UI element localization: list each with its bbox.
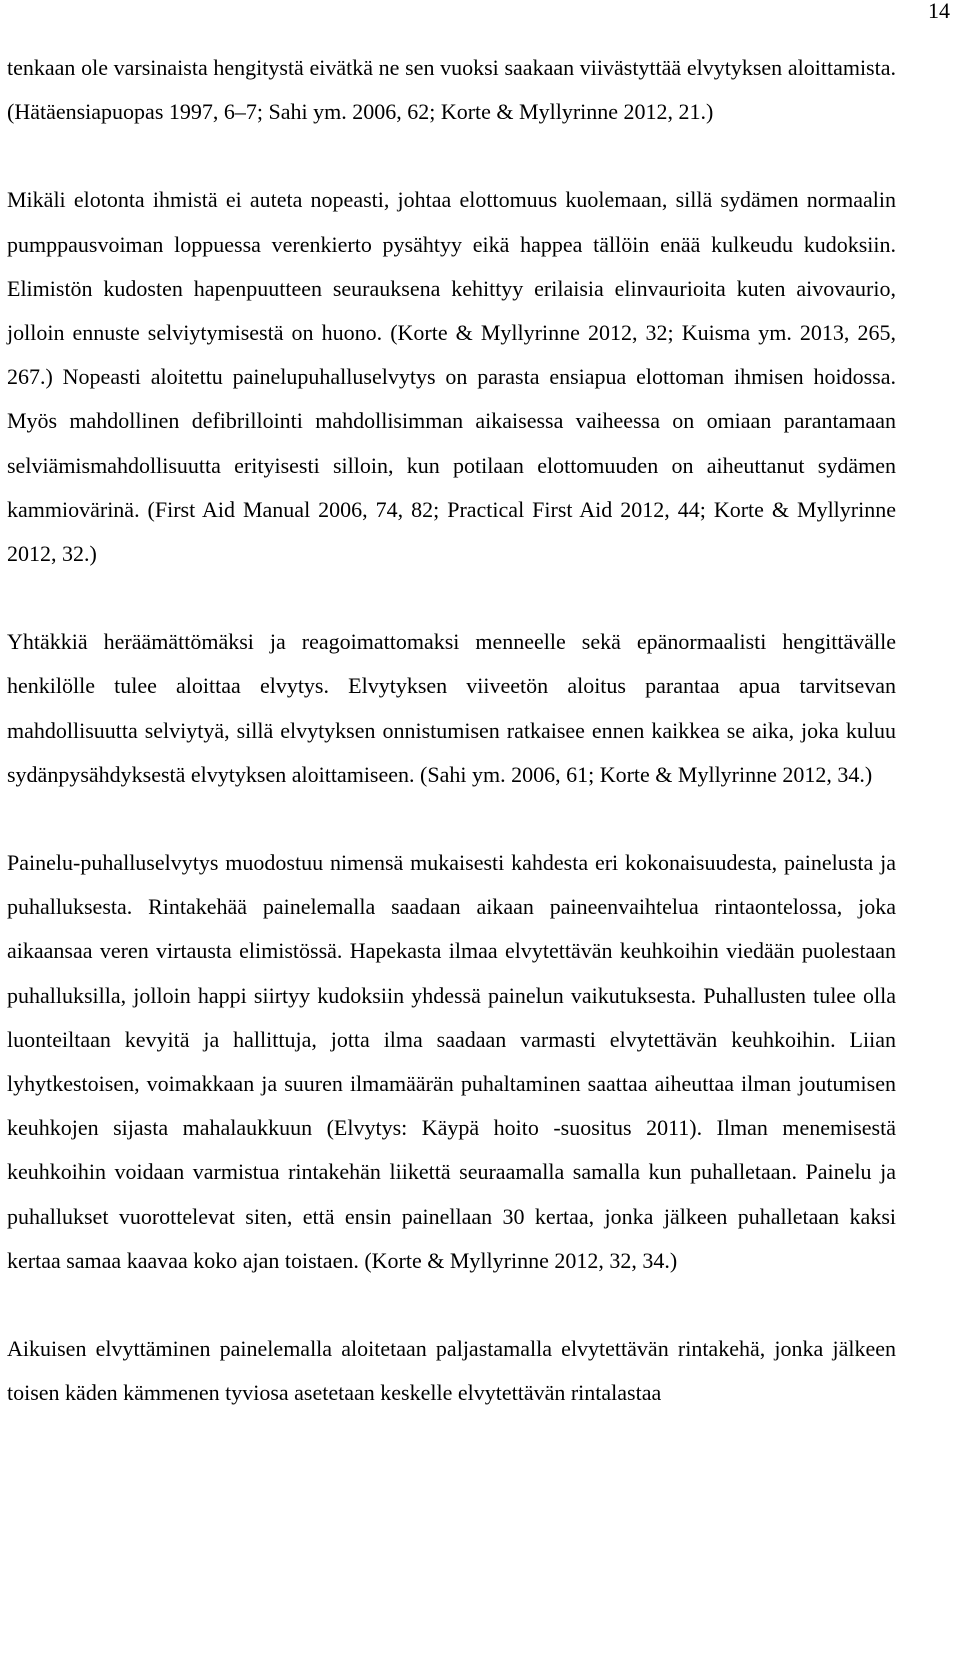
- paragraph-spacer: [7, 1283, 896, 1327]
- document-body: [7, 46, 896, 1415]
- paragraph-spacer: [7, 797, 896, 841]
- paragraph-5: Aikuisen elvyttäminen painelemalla aloitetaan paljastamalla elvytettävän rintakehä, jonka jälkeen toisen käden kämmenen tyviosa asetetaan keskelle elvytettävän rintalastaa: [7, 1336, 896, 1406]
- paragraph-1: tenkaan ole varsinaista hengitystä eivätkä ne sen vuoksi saakaan viivästyttää elvytyksen aloittamista. (Hätäensiapuopas 1997, 6–7; Sahi ym. 2006, 62; Korte & Myllyrinne 2012, 21.): [7, 55, 896, 125]
- paragraph-3: Yhtäkkiä heräämättömäksi ja reagoimattomaksi menneelle sekä epänormaalisti hengittävälle henkilölle tulee aloittaa elvytys. Elvytyksen viiveetön aloitus parantaa apua tarvitsevan mahdollisuutta selviytyä, sillä elvytyksen onnistumisen ratkaisee ennen kaikkea se aika, joka kuluu sydänpysähdyksestä elvytyksen aloittamiseen. (Sahi ym. 2006, 61; Korte & Myllyrinne 2012, 34.): [7, 629, 896, 787]
- paragraph-spacer: [7, 134, 896, 178]
- page-number: 14: [928, 0, 950, 23]
- paragraph-2: Mikäli elotonta ihmistä ei auteta nopeasti, johtaa elottomuus kuolemaan, sillä sydämen normaalin pumppausvoiman loppuessa verenkierto pysähtyy eikä happea tällöin enää kulkeudu kudoksiin. Elimistön kudosten hapenpuutteen seurauksena kehittyy erilaisia elinvaurioita kuten aivovaurio, jolloin ennuste selviytymisestä on huono. (Korte & Myllyrinne 2012, 32; Kuisma ym. 2013, 265, 267.) Nopeasti aloitettu painelupuhalluselvytys on parasta ensiapua elottoman ihmisen hoidossa. Myös mahdollinen defibrillointi mahdollisimman aikaisessa vaiheessa on omiaan parantamaan selviämismahdollisuutta erityisesti silloin, kun potilaan elottomuuden on aiheuttanut sydämen kammiovärinä. (First Aid Manual 2006, 74, 82; Practical First Aid 2012, 44; Korte & Myllyrinne 2012, 32.): [7, 187, 896, 567]
- paragraph-4: Painelu-puhalluselvytys muodostuu nimensä mukaisesti kahdesta eri kokonaisuudesta, painelusta ja puhalluksesta. Rintakehää painelemalla saadaan aikaan paineenvaihtelua rintaontelossa, joka aikaansaa veren virtausta elimistössä. Hapekasta ilmaa elvytettävän keuhkoihin viedään puolestaan puhalluksilla, jolloin happi siirtyy kudoksiin yhdessä painelun vaikutuksesta. Puhallusten tulee olla luonteiltaan kevyitä ja hallittuja, jotta ilma saadaan varmasti elvytettävän keuhkoihin. Liian lyhytkestoisen, voimakkaan ja suuren ilmamäärän puhaltaminen saattaa aiheuttaa ilman joutumisen keuhkojen sijasta mahalaukkuun (Elvytys: Käypä hoito -suositus 2011). Ilman menemisestä keuhkoihin voidaan varmistua rintakehän liikettä seuraamalla samalla kun puhalletaan. Painelu ja puhallukset vuorottelevat siten, että ensin painellaan 30 kertaa, jonka jälkeen puhalletaan kaksi kertaa samaa kaavaa koko ajan toistaen. (Korte & Myllyrinne 2012, 32, 34.): [7, 850, 896, 1273]
- paragraph-spacer: [7, 576, 896, 620]
